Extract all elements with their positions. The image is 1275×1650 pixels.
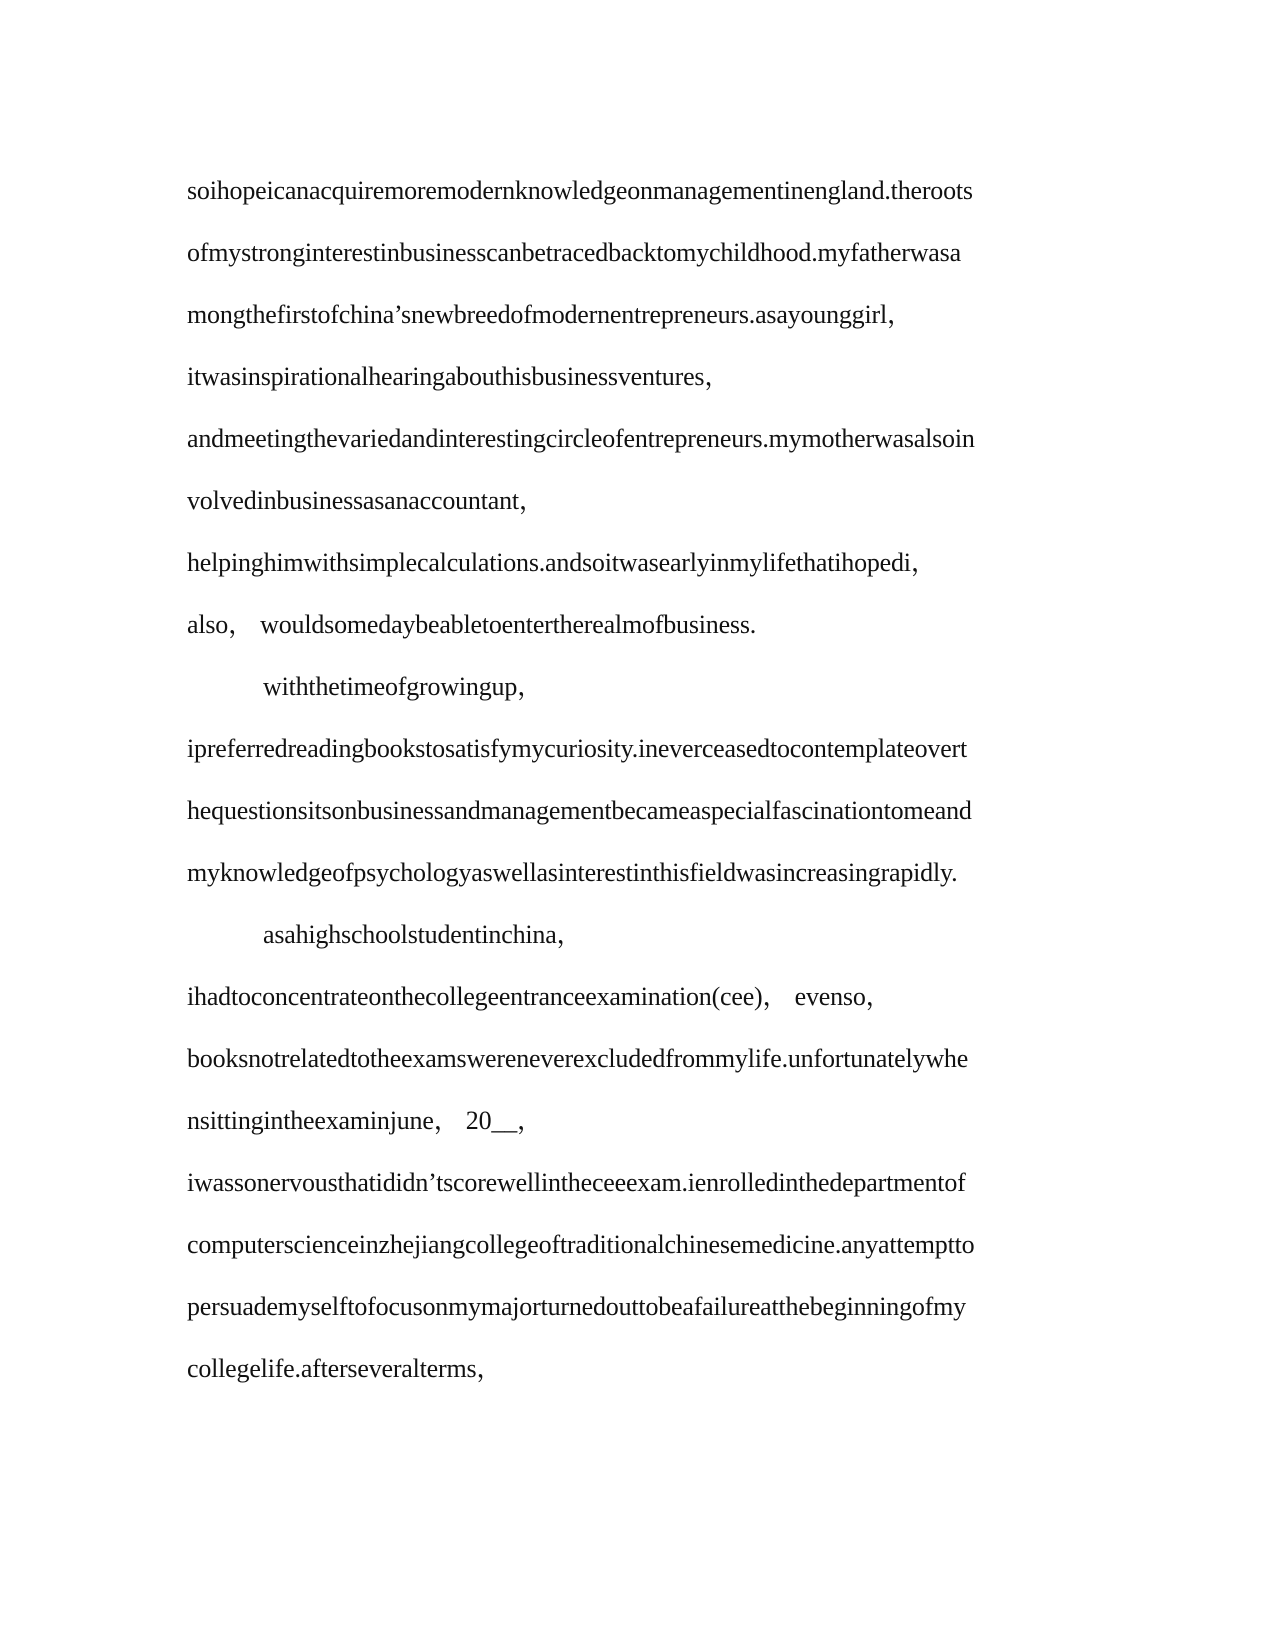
text-line: helpinghimwithsimplecalculations.andsoitwasearlyinmylifethatihopedi，	[187, 548, 937, 577]
text-line: also， wouldsomedaybeabletoentertherealmofbusiness.	[187, 610, 757, 639]
text-line: collegelife.afterseveralterms，	[187, 1354, 503, 1383]
text-line: hequestionsitsonbusinessandmanagementbecameaspecialfascinationtomeand	[187, 796, 972, 825]
text-line: mongthefirstofchina’snewbreedofmodernentrepreneurs.asayounggirl，	[187, 300, 913, 329]
text-line: ihadtoconcentrateonthecollegeentranceexamination(cee)， evenso，	[187, 982, 892, 1011]
text-line: soihopeicanacquiremoremodernknowledgeonmanagementinengland.theroots	[187, 176, 973, 205]
text-line: ofmystronginterestinbusinesscanbetracedbacktomychildhood.myfatherwasa	[187, 238, 961, 267]
text-line: computerscienceinzhejiangcollegeoftraditionalchinesemedicine.anyattemptto	[187, 1230, 975, 1259]
text-line: nsittingintheexaminjune， 20__，	[187, 1106, 543, 1135]
text-line: booksnotrelatedtotheexamswereneverexcludedfrommylife.unfortunatelywhe	[187, 1044, 969, 1073]
text-line: volvedinbusinessasanaccountant，	[187, 486, 545, 515]
text-line: myknowledgeofpsychologyaswellasinterestinthisfieldwasincreasingrapidly.	[187, 858, 958, 887]
paragraph-first-line: asahighschoolstudentinchina，	[263, 920, 583, 949]
body-text	[187, 160, 1087, 1400]
paragraph-first-line: withthetimeofgrowingup，	[263, 672, 543, 701]
text-line: andmeetingthevariedandinterestingcircleofentrepreneurs.mymotherwasalsoin	[187, 424, 975, 453]
text-line: persuademyselftofocusonmymajorturnedouttobeafailureatthebeginningofmy	[187, 1292, 966, 1321]
text-line: ipreferredreadingbookstosatisfymycuriosity.ineverceasedtocontemplateovert	[187, 734, 968, 763]
text-line: itwasinspirationalhearingabouthisbusinessventures，	[187, 362, 731, 391]
text-line: iwassonervousthatididn’tscorewellintheceeexam.ienrolledinthedepartmentof	[187, 1168, 966, 1197]
